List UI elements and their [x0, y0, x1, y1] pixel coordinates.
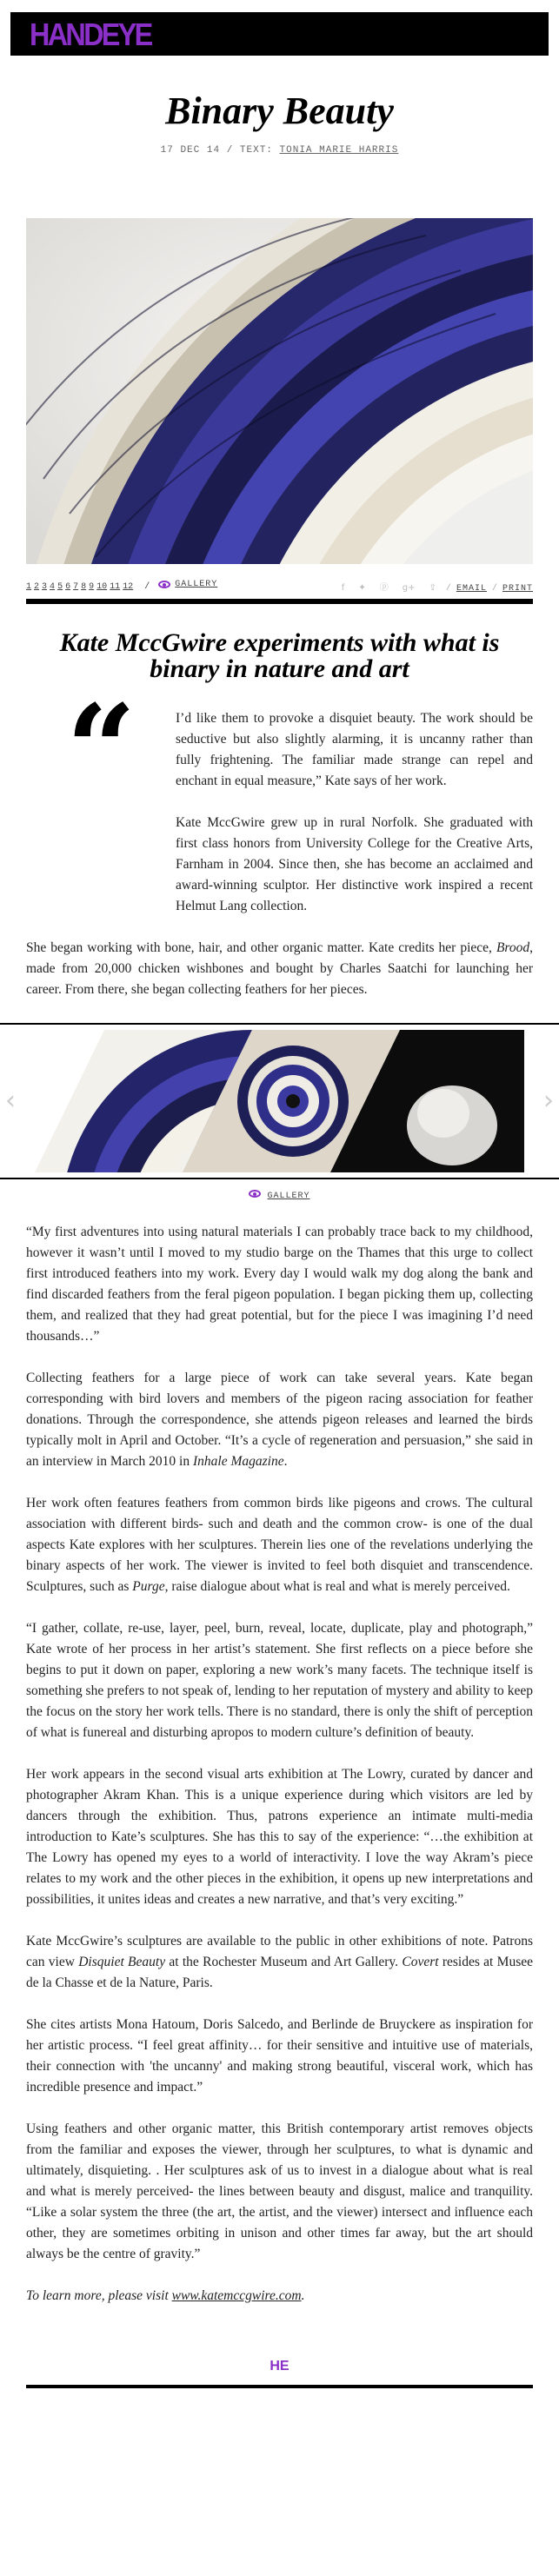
image-gallery-strip [0, 1023, 559, 1179]
site-header [10, 12, 549, 56]
byline: 17 DEC 14 / TEXT: TONIA MARIE HARRIS [160, 145, 399, 156]
page-link[interactable]: 3 [42, 582, 48, 592]
page-links [26, 580, 220, 592]
gallery-thumbnails [35, 1030, 524, 1172]
page-link[interactable]: 10 [96, 582, 108, 592]
article-date: 17 DEC 14 [160, 145, 221, 156]
eye-icon [158, 581, 170, 588]
paragraph: She began working with bone, hair, and other organic matter. Kate credits her piece, Brood, made from 20,000 chicken wishbones and bought by Charles Saatchi for launching her career. From there, she began collecting feathers for her pieces. [26, 940, 533, 997]
gallery-images [35, 1030, 524, 1172]
page-link[interactable]: 1 [26, 582, 32, 592]
article-title: Binary Beauty [165, 90, 394, 132]
paragraph: She cites artists Mona Hatoum, Doris Salcedo, and Berlinde de Bruyckere as inspiration for her artistic process. “I feel great affinity… for their sensitive and intuitive use of materials, their connection with 'the uncanny' and making strong beautiful, visceral work, which has incredible presence and impact.” [26, 2017, 533, 2095]
page-link[interactable]: 6 [65, 582, 71, 592]
page-link[interactable]: 5 [57, 582, 63, 592]
share-tools: f ✦ ⓟ g+ ⇪ / EMAIL / PRINT [341, 583, 533, 594]
site-logo[interactable]: HANDEYE [30, 17, 151, 52]
footer-logo[interactable]: HE [270, 2359, 289, 2374]
divider [26, 599, 533, 604]
gallery-next-button[interactable]: › [543, 1086, 554, 1116]
page-link[interactable]: 12 [123, 582, 134, 592]
text-label: TEXT: [239, 145, 273, 156]
page-link[interactable]: 9 [89, 582, 95, 592]
article-subhead: Kate MccGwire experiments with what is binary in nature and art [59, 628, 500, 683]
email-link[interactable]: EMAIL [456, 584, 487, 594]
pullquote-text: I’d like them to provoke a disquiet beauty. The work should be seductive but also slightly alarming, it is uncanny rather than fully frightening. The familiar made strange can repel and enchant in equal measure,” Kate says of her work. [176, 711, 533, 788]
page-link[interactable]: 8 [81, 582, 87, 592]
googleplus-icon[interactable]: g+ [402, 583, 416, 593]
gallery-prev-button[interactable]: ‹ [5, 1086, 16, 1116]
page-link[interactable]: 2 [34, 582, 40, 592]
footer-divider [26, 2385, 533, 2388]
author-link[interactable]: TONIA MARIE HARRIS [279, 145, 399, 156]
paragraph: Using feathers and other organic matter, this British contemporary artist removes objects from the familiar and exposes the viewer, through her sculptures, to what is dynamic and ultimately, disquieting. . Her sculptures ask of us to invest in a dialogue about what is real and what is merely perceived- the lines between beauty and disgust, malice and tranquility. “Like a solar system the three (the art, the artist, and the viewer) intersect and influence each other, they are sometimes orbiting in unison and other times far away, but the art should always be the centre of gravity.” [26, 2121, 533, 2261]
paragraph: Collecting feathers for a large piece of work can take several years. Kate began corresponding with bird lovers and members of the pigeon racing association for feather donations. Through the correspondence, she attends pigeon releases and learned the birds typically molt in April and October. “It’s a cycle of regeneration and persuasion,” she said in an interview in March 2010 in Inhale Magazine. [26, 1371, 533, 1469]
paragraph: Her work often features feathers from common birds like pigeons and crows. The cultural association with different birds- such and death and the common crow- is one of the dual aspects Kate explores with her sculptures. Therein lies one of the revelations underlying the binary aspects of her work. The viewer is invited to feel both disquiet and transcendence. Sculptures, such as Purge, raise dialogue about what is real and what is merely perceived. [26, 1496, 533, 1594]
twitter-icon[interactable]: ✦ [358, 583, 366, 593]
artist-website-link[interactable]: www.katemccgwire.com [171, 2288, 302, 2303]
toolbar-separator: / [144, 582, 150, 592]
paragraph: Kate MccGwire grew up in rural Norfolk. She graduated with first class honors from University College for the Creative Arts, Farnham in 2004. Since then, she has become an acclaimed and award-winning sculptor. Her distinctive work inspired a recent Helmut Lang collection. [176, 815, 533, 913]
outro-text: To learn more, please visit www.katemccgwire.com. [26, 2288, 305, 2303]
pullquote-block [26, 679, 533, 917]
article-toolbar [26, 578, 533, 594]
share-icon[interactable]: ⇪ [429, 583, 436, 593]
quote-mark-icon: “ [66, 679, 136, 821]
hero-image [26, 218, 533, 564]
paragraph: Her work appears in the second visual arts exhibition at The Lowry, curated by dancer and photographer Akram Khan. This is a unique experience during which visitors are led by dancers through the exhibition. Thus, patrons experience an intimate multi-media introduction to Kate’s sculptures. She has this to say of the experience: “…the exhibition at The Lowry has opened my eyes to a world of interactivity. I love the way Akram’s piece relates to my work and the other pieces in the exhibition, it opens up new interpretations and possibilities, it unites ideas and creates a new narrative, and that’s very exciting.” [26, 1767, 533, 1907]
page-link[interactable]: 11 [110, 582, 121, 592]
page-link[interactable]: 4 [50, 582, 56, 592]
gallery-label: GALLERY [175, 580, 218, 589]
gallery-caption-link[interactable]: GALLERY [0, 1190, 559, 1201]
paragraph: “I gather, collate, re-use, layer, peel, burn, reveal, locate, duplicate, play and photograph,” Kate wrote of her process in her artist’s statement. She first reflects on a piece before she begins to put it down on paper, exploring a new work’s many facets. The technique itself is something she prefers to not speak of, lending to her reputation of mystery and ability to keep the focus on the story her work tells. There is no standard, there is only the shift of perception of what is funereal and disturbing apropos to modern culture’s definition of beauty. [26, 1621, 533, 1740]
paragraph: “My first adventures into using natural materials I can probably trace back to my childhood, however it wasn’t until I moved to my studio barge on the Thames that this urge to collect first introduced feathers into my work. Every day I would walk my dog along the bank and find discarded feathers from the feral pigeon population. I began picking them up, collecting them, and realized that they had great potential, but for the piece I was imagining I’d need thousands…” [26, 1225, 533, 1344]
eye-icon [249, 1190, 261, 1198]
page-link[interactable]: 7 [73, 582, 79, 592]
gallery-link[interactable] [158, 580, 220, 589]
feather-sculpture-image [26, 218, 533, 564]
print-link[interactable]: PRINT [502, 584, 533, 594]
pinterest-icon[interactable]: ⓟ [379, 583, 389, 593]
facebook-icon[interactable]: f [341, 583, 345, 593]
paragraph: Kate MccGwire’s sculptures are available to the public in other exhibitions of note. Patrons can view Disquiet Beauty at the Rochester Museum and Art Gallery. Covert resides at Musee de la Chasse et de la Nature, Paris. [26, 1934, 533, 1990]
